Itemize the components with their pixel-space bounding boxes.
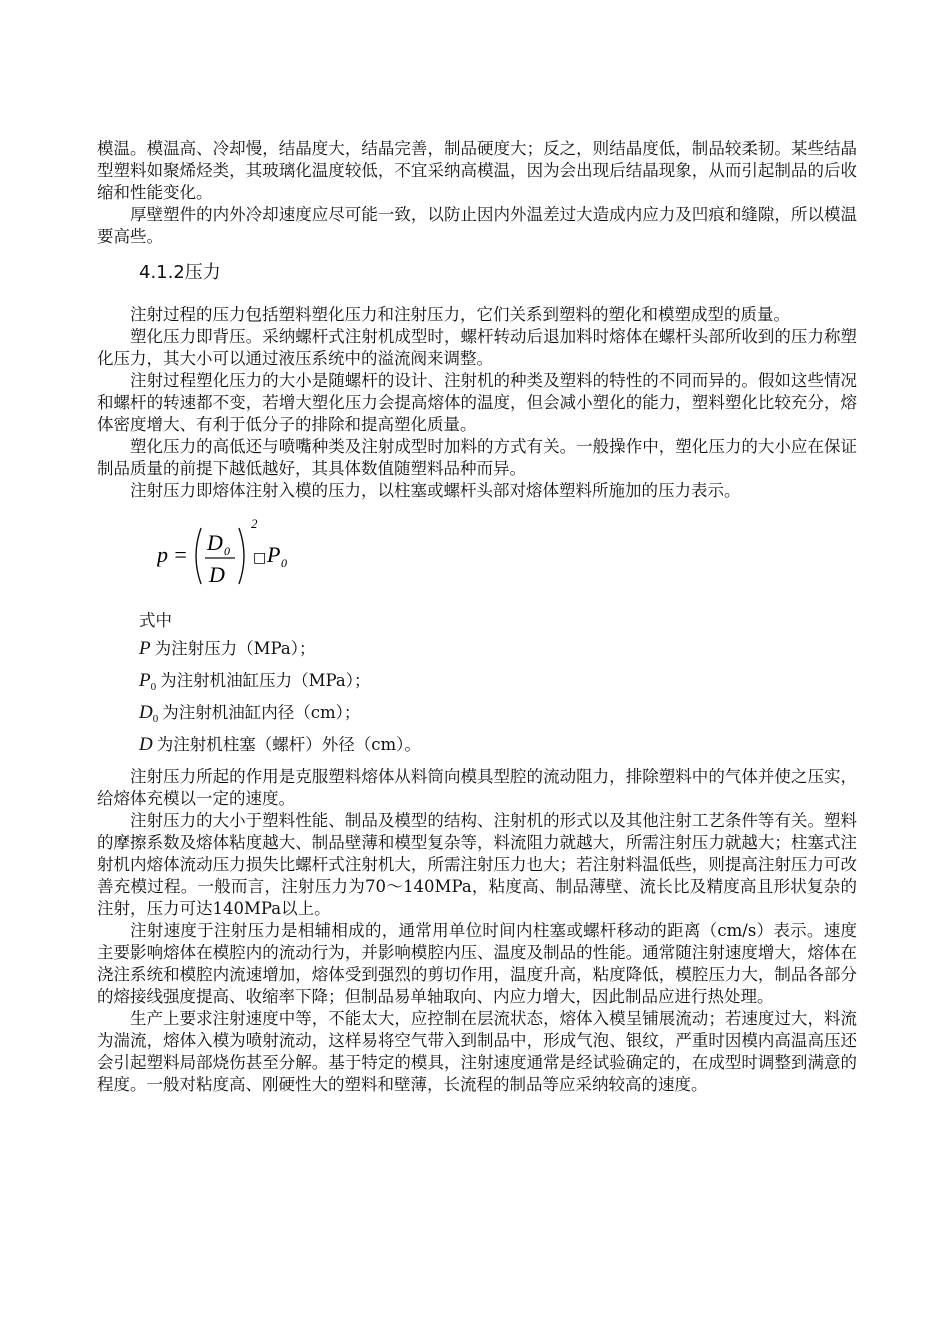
variable-symbol: P — [139, 638, 151, 659]
formula-equals: = — [173, 542, 188, 567]
paragraph: 塑化压力的高低还与喷嘴种类及注射成型时加料的方式有关。一般操作中，塑化压力的大小应在保证制品质量的前提下越低越好，其具体数值随塑料品种而异。 — [97, 437, 857, 478]
paragraph: 模温。模温高、冷却慢，结晶度大，结晶完善，制品硬度大；反之，则结晶度低，制品较柔韧。某些结晶型塑料如聚烯烃类，其玻璃化温度较低，不宜采纳高模温，因为会出现后结晶现象，从而引起制品的后收缩和性能变化。 — [97, 139, 857, 202]
where-label: 式中 — [139, 611, 172, 630]
variable-desc: 为注射压力（MPa）； — [154, 639, 316, 658]
paragraph: 注射压力所起的作用是克服塑料熔体从料筒向模具型腔的流动阻力，排除塑料中的气体并使之压实，给熔体充模以一定的速度。 — [97, 767, 857, 808]
paragraph: 注射速度于注射压力是相辅相成的，通常用单位时间内柱塞或螺杆移动的距离（cm/s）表示。速度主要影响熔体在模腔内的流动行为，并影响模腔内压、温度及制品的性能。通常随注射速度增大，熔体在浇注系统和模腔内流速增加，熔体受到强烈的剪切作用，温度升高，粘度降低，模腔压力大，制品各部分的熔接线强度提高、收缩率下降；但制品易单轴取向、内应力增大，因此制品应进行热处理。 — [97, 921, 857, 1006]
variable-symbol: $P_0$ — [139, 670, 157, 693]
variable-symbol: $D_0$ — [139, 702, 159, 725]
formula-lhs: p — [157, 542, 168, 567]
formula-numerator: D — [207, 530, 223, 555]
paragraph: 生产上要求注射速度中等，不能太大，应控制在层流状态，熔体入模呈铺展流动；若速度过大，料流为湍流，熔体入模为喷射流动，这样易将空气带入到制品中，形成气泡、银纹，严重时因模内高温高压还会引起塑料局部烧伤甚至分解。基于特定的模具，注射速度通常是经试验确定的，在成型时调整到满意的程度。一般对粘度高、刚硬性大的塑料和壁薄，长流程的制品等应采纳较高的速度。 — [97, 1009, 857, 1094]
variable-symbol: D — [139, 734, 153, 755]
paragraph: 注射过程的压力包括塑料塑化压力和注射压力，它们关系到塑料的塑化和模塑成型的质量。 — [130, 305, 790, 324]
pressure-formula — [157, 514, 857, 600]
variable-list — [139, 638, 857, 766]
variable-row — [139, 702, 857, 734]
document-page — [97, 138, 857, 1096]
formula-exponent: 2 — [251, 516, 258, 531]
left-paren — [196, 528, 201, 584]
formula-denominator: D — [209, 562, 225, 587]
right-paren — [239, 528, 244, 584]
paragraph: 注射压力的大小于塑料性能、制品及模型的结构、注射机的形式以及其他注射工艺条件等有关。塑料的摩擦系数及熔体粘度越大、制品壁薄和模型复杂等，料流阻力就越大，所需注射压力就越大；柱塞式注射机内熔体流动压力损失比螺杆式注射机大，所需注射压力也大；若注射料温低些，则提高注射压力可改善充模过程。一般而言，注射压力为70～140MPa，粘度高、制品薄壁、流长比及精度高且形状复杂的注射，压力可达140MPa以上。 — [97, 811, 857, 918]
variable-desc: 为注射机油缸压力（MPa）； — [160, 671, 371, 690]
variable-row — [139, 670, 857, 702]
formula-numerator-sub: 0 — [224, 544, 230, 558]
formula-svg — [157, 514, 357, 600]
variable-desc: 为注射机柱塞（螺杆）外径（cm）。 — [156, 735, 421, 754]
variable-row — [139, 638, 857, 670]
variable-desc: 为注射机油缸内径（cm）； — [162, 703, 361, 722]
formula-rhs: P — [267, 542, 281, 567]
variable-row — [139, 734, 857, 766]
paragraph: 注射过程塑化压力的大小是随螺杆的设计、注射机的种类及塑料的特性的不同而异的。假如这些情况和螺杆的转速都不变，若增大塑化压力会提高熔体的温度，但会减小塑化的能力，塑料塑化比较充分，熔体密度增大、有利于低分子的排除和提高塑化质量。 — [97, 371, 857, 434]
section-heading: 4.1.2压力 — [139, 262, 221, 283]
formula-operator: □ — [253, 550, 267, 566]
paragraph: 塑化压力即背压。采纳螺杆式注射机成型时，螺杆转动后退加料时熔体在螺杆头部所收到的压力称塑化压力，其大小可以通过液压系统中的溢流阀来调整。 — [97, 327, 857, 368]
formula-rhs-sub: 0 — [281, 556, 287, 570]
paragraph: 注射压力即熔体注射入模的压力，以柱塞或螺杆头部对熔体塑料所施加的压力表示。 — [130, 481, 741, 500]
paragraph: 厚壁塑件的内外冷却速度应尽可能一致，以防止因内外温差过大造成内应力及凹痕和缝隙，所以模温要高些。 — [97, 205, 857, 246]
